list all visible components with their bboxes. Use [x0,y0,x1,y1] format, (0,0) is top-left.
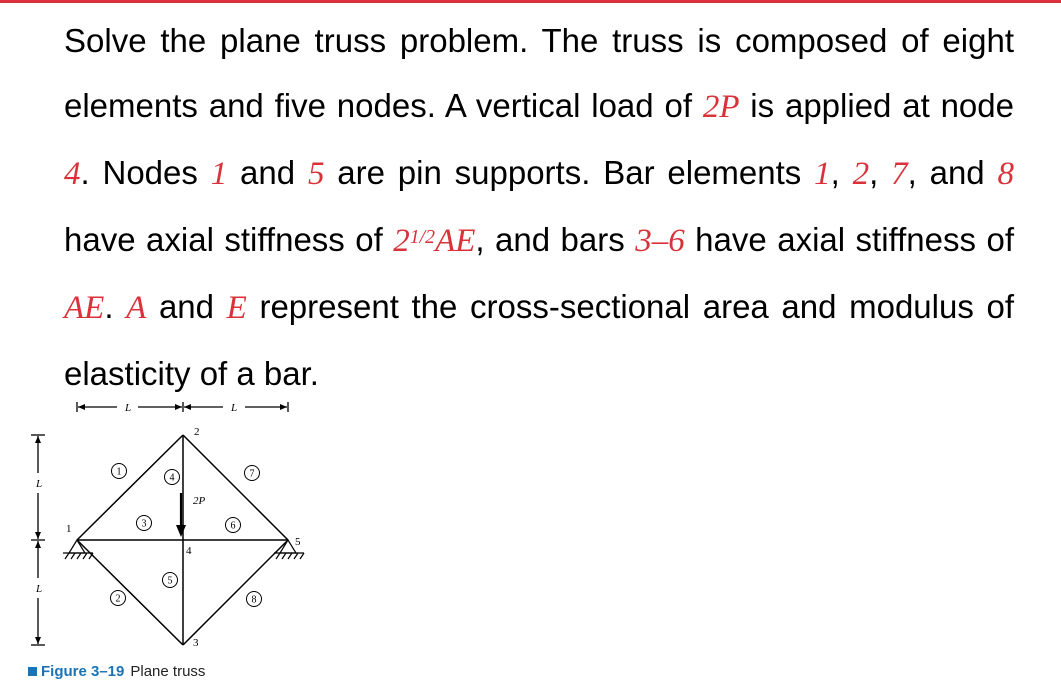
figure-number: Figure 3–19 [41,663,125,680]
top-rule [0,0,1061,3]
node-4-ref: 4 [64,156,81,192]
var-e: E [226,290,247,326]
element-7-ref: 7 [891,156,908,192]
element-label-8: 8 [251,594,257,606]
node-label-4: 4 [186,545,192,557]
node-label-3: 3 [193,637,199,649]
load-symbol: 2P [702,89,740,125]
element-label-5: 5 [167,575,173,587]
element-label-7: 7 [249,468,255,480]
member-1 [77,435,183,540]
caption-square-icon [28,667,37,676]
load-label: 2P [193,495,206,507]
stiffness-1: $2^{1/2}AE$ [393,223,476,259]
truss-figure [20,395,330,655]
node-label-1: 1 [66,523,72,535]
bars-range-ref: 3–6 [635,223,685,259]
node-label-2: 2 [194,426,200,438]
dim-label-side-top: L [35,478,43,490]
problem-statement: Solve the plane truss problem. The truss is composed of eight elements and five nodes. A vertical load of 2P is applied at node 4. Nodes 1 and 5 are pin supports. Bar elements 1, 2, 7, and 8 have axial stiffness of $2^{1/2}AE$, and bars 3–6 have axial stiffness of AE. A and E represent the cross-sectional area and modulus of elasticity of a bar. [64,22,1015,392]
dim-label-side-bottom: L [35,583,43,595]
stiffness-2: AE [64,290,105,326]
element-label-6: 6 [230,520,236,532]
member-2 [77,540,183,645]
node-label-5: 5 [295,536,301,548]
node-5-ref: 5 [307,156,325,192]
element-8-ref: 8 [997,156,1014,192]
element-label-1: 1 [116,466,122,478]
figure-caption [28,663,205,680]
figure-title: Plane truss [130,663,206,680]
element-2-ref: 2 [852,156,870,192]
element-1-ref: 1 [814,156,831,192]
var-a: A [126,290,147,326]
element-label-3: 3 [141,518,147,530]
dim-label-top-left: L [124,402,132,414]
element-label-4: 4 [169,472,175,484]
dim-label-top-right: L [230,402,238,414]
load-arrowhead [176,525,186,537]
node-1-ref: 1 [210,156,228,192]
element-label-2: 2 [115,593,121,605]
member-8 [183,540,288,645]
